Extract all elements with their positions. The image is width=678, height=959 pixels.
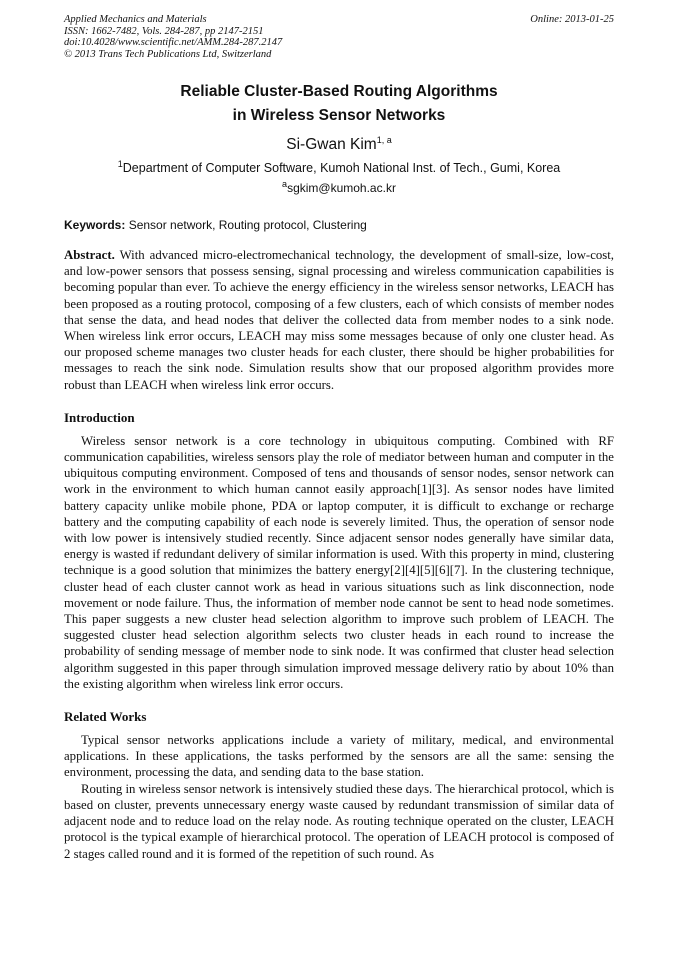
paper-page — [64, 14, 614, 862]
keywords-text: Sensor network, Routing protocol, Clustering — [128, 218, 367, 232]
email-address: sgkim@kumoh.ac.kr — [287, 181, 396, 195]
affiliation-superscript: 1 — [117, 158, 123, 169]
title-block — [64, 80, 614, 196]
abstract-paragraph — [64, 247, 614, 393]
introduction-paragraph: Wireless sensor network is a core technology in ubiquitous computing. Combined with RF communication capabilities, wireless sensors play the role of mediator between human and computer in the ubiquitous computing environment. Composed of tens and thousands of sensor nodes, sensor network can work in the environment to which human cannot easily approach[1][3]. As sensor nodes have limited battery capacity unlike mobile phone, PDA or laptop computer, it is difficult to exchange or recharge battery and the computing capability of each node is severely limited. Thus, the operation of sensor node with low power is intensively studied recently. Since adjacent sensor nodes generally have similar data, energy is wasted if redundant delivery of similar information is used. With this property in mind, clustering technique is a good solution that minimizes the battery energy[2][4][5][6][7]. In the clustering technique, cluster head of each cluster cannot work as head in various situations such as link disconnection, node movement or node failure. Thus, the information of member node cannot be sent to head node sometimes. This paper suggests a new cluster head selection algorithm to improve such problem of LEACH. The suggested cluster head selection algorithm selects two cluster heads in each round to increase the probability of sending message of member node to sink node. It was confirmed that cluster head selection algorithm suggested in this paper through simulation improved message delivery ratio by about 10% than the existing algorithm when wireless link error occurs. — [64, 433, 614, 691]
copyright-line: © 2013 Trans Tech Publications Ltd, Switzerland — [64, 48, 272, 60]
related-works-heading: Related Works — [64, 709, 147, 725]
related-works-paragraph-1: Typical sensor networks applications include a variety of military, medical, and environmental applications. In these applications, the tasks performed by the sensors are all the same: sensing the environment, processing the data, and sending data to the base station. — [64, 733, 614, 780]
related-works-paragraph-2: Routing in wireless sensor network is intensively studied these days. The hierarchical protocol, which is based on cluster, prevents unnecessary energy waste caused by redundant transmission of similar data of adjacent node and to reduce load on the relay node. As routing technique operated on the cluster, LEACH protocol is the typical example of hierarchical protocol. The operation of LEACH protocol is composed of 2 stages called round and it is formed of the repetition of such round. As — [64, 781, 614, 861]
journal-name: Applied Mechanics and Materials — [64, 14, 207, 25]
email-line — [64, 180, 614, 196]
keywords-label: Keywords: — [64, 218, 126, 232]
abstract-label: Abstract. — [64, 248, 115, 262]
author-name: Si-Gwan Kim — [286, 136, 377, 153]
author-line — [64, 135, 614, 155]
email-superscript: a — [282, 179, 288, 189]
paper-title-line-1: Reliable Cluster-Based Routing Algorithms — [180, 83, 498, 100]
affiliation-line — [64, 160, 614, 176]
journal-header — [64, 14, 614, 66]
affiliation-text: Department of Computer Software, Kumoh National Inst. of Tech., Gumi, Korea — [122, 161, 561, 175]
issn-line: ISSN: 1662-7482, Vols. 284-287, pp 2147-2151 — [64, 25, 264, 37]
keywords — [64, 217, 614, 233]
author-superscript: 1, a — [376, 134, 392, 145]
introduction-section — [64, 410, 614, 692]
abstract-text: With advanced micro-electromechanical technology, the development of small-size, low-cost, and low-power sensors that possess sensing, signal processing and wireless communication capabilities is becoming popular than ever. To achieve the energy efficiency in the wireless sensor networks, LEACH has been proposed as a routing protocol, composing of a few clusters, each of which consists of member nodes that sense the data, and head nodes that deliver the collected data from member nodes to a sink node. When wireless link error occurs, LEACH may miss some messages because of only one cluster head. As our proposed scheme manages two cluster heads for each cluster, there should be higher probabilities for messages to reach the sink node. Simulation results show that our proposed algorithm provides more robust than LEACH when wireless link error occurs. — [64, 248, 615, 392]
related-works-section — [64, 709, 614, 862]
doi-line: doi:10.4028/www.scientific.net/AMM.284-287.2147 — [64, 37, 283, 48]
introduction-heading: Introduction — [64, 409, 135, 425]
paper-title-line-2: in Wireless Sensor Networks — [232, 107, 446, 124]
online-date: Online: 2013-01-25 — [530, 14, 614, 25]
